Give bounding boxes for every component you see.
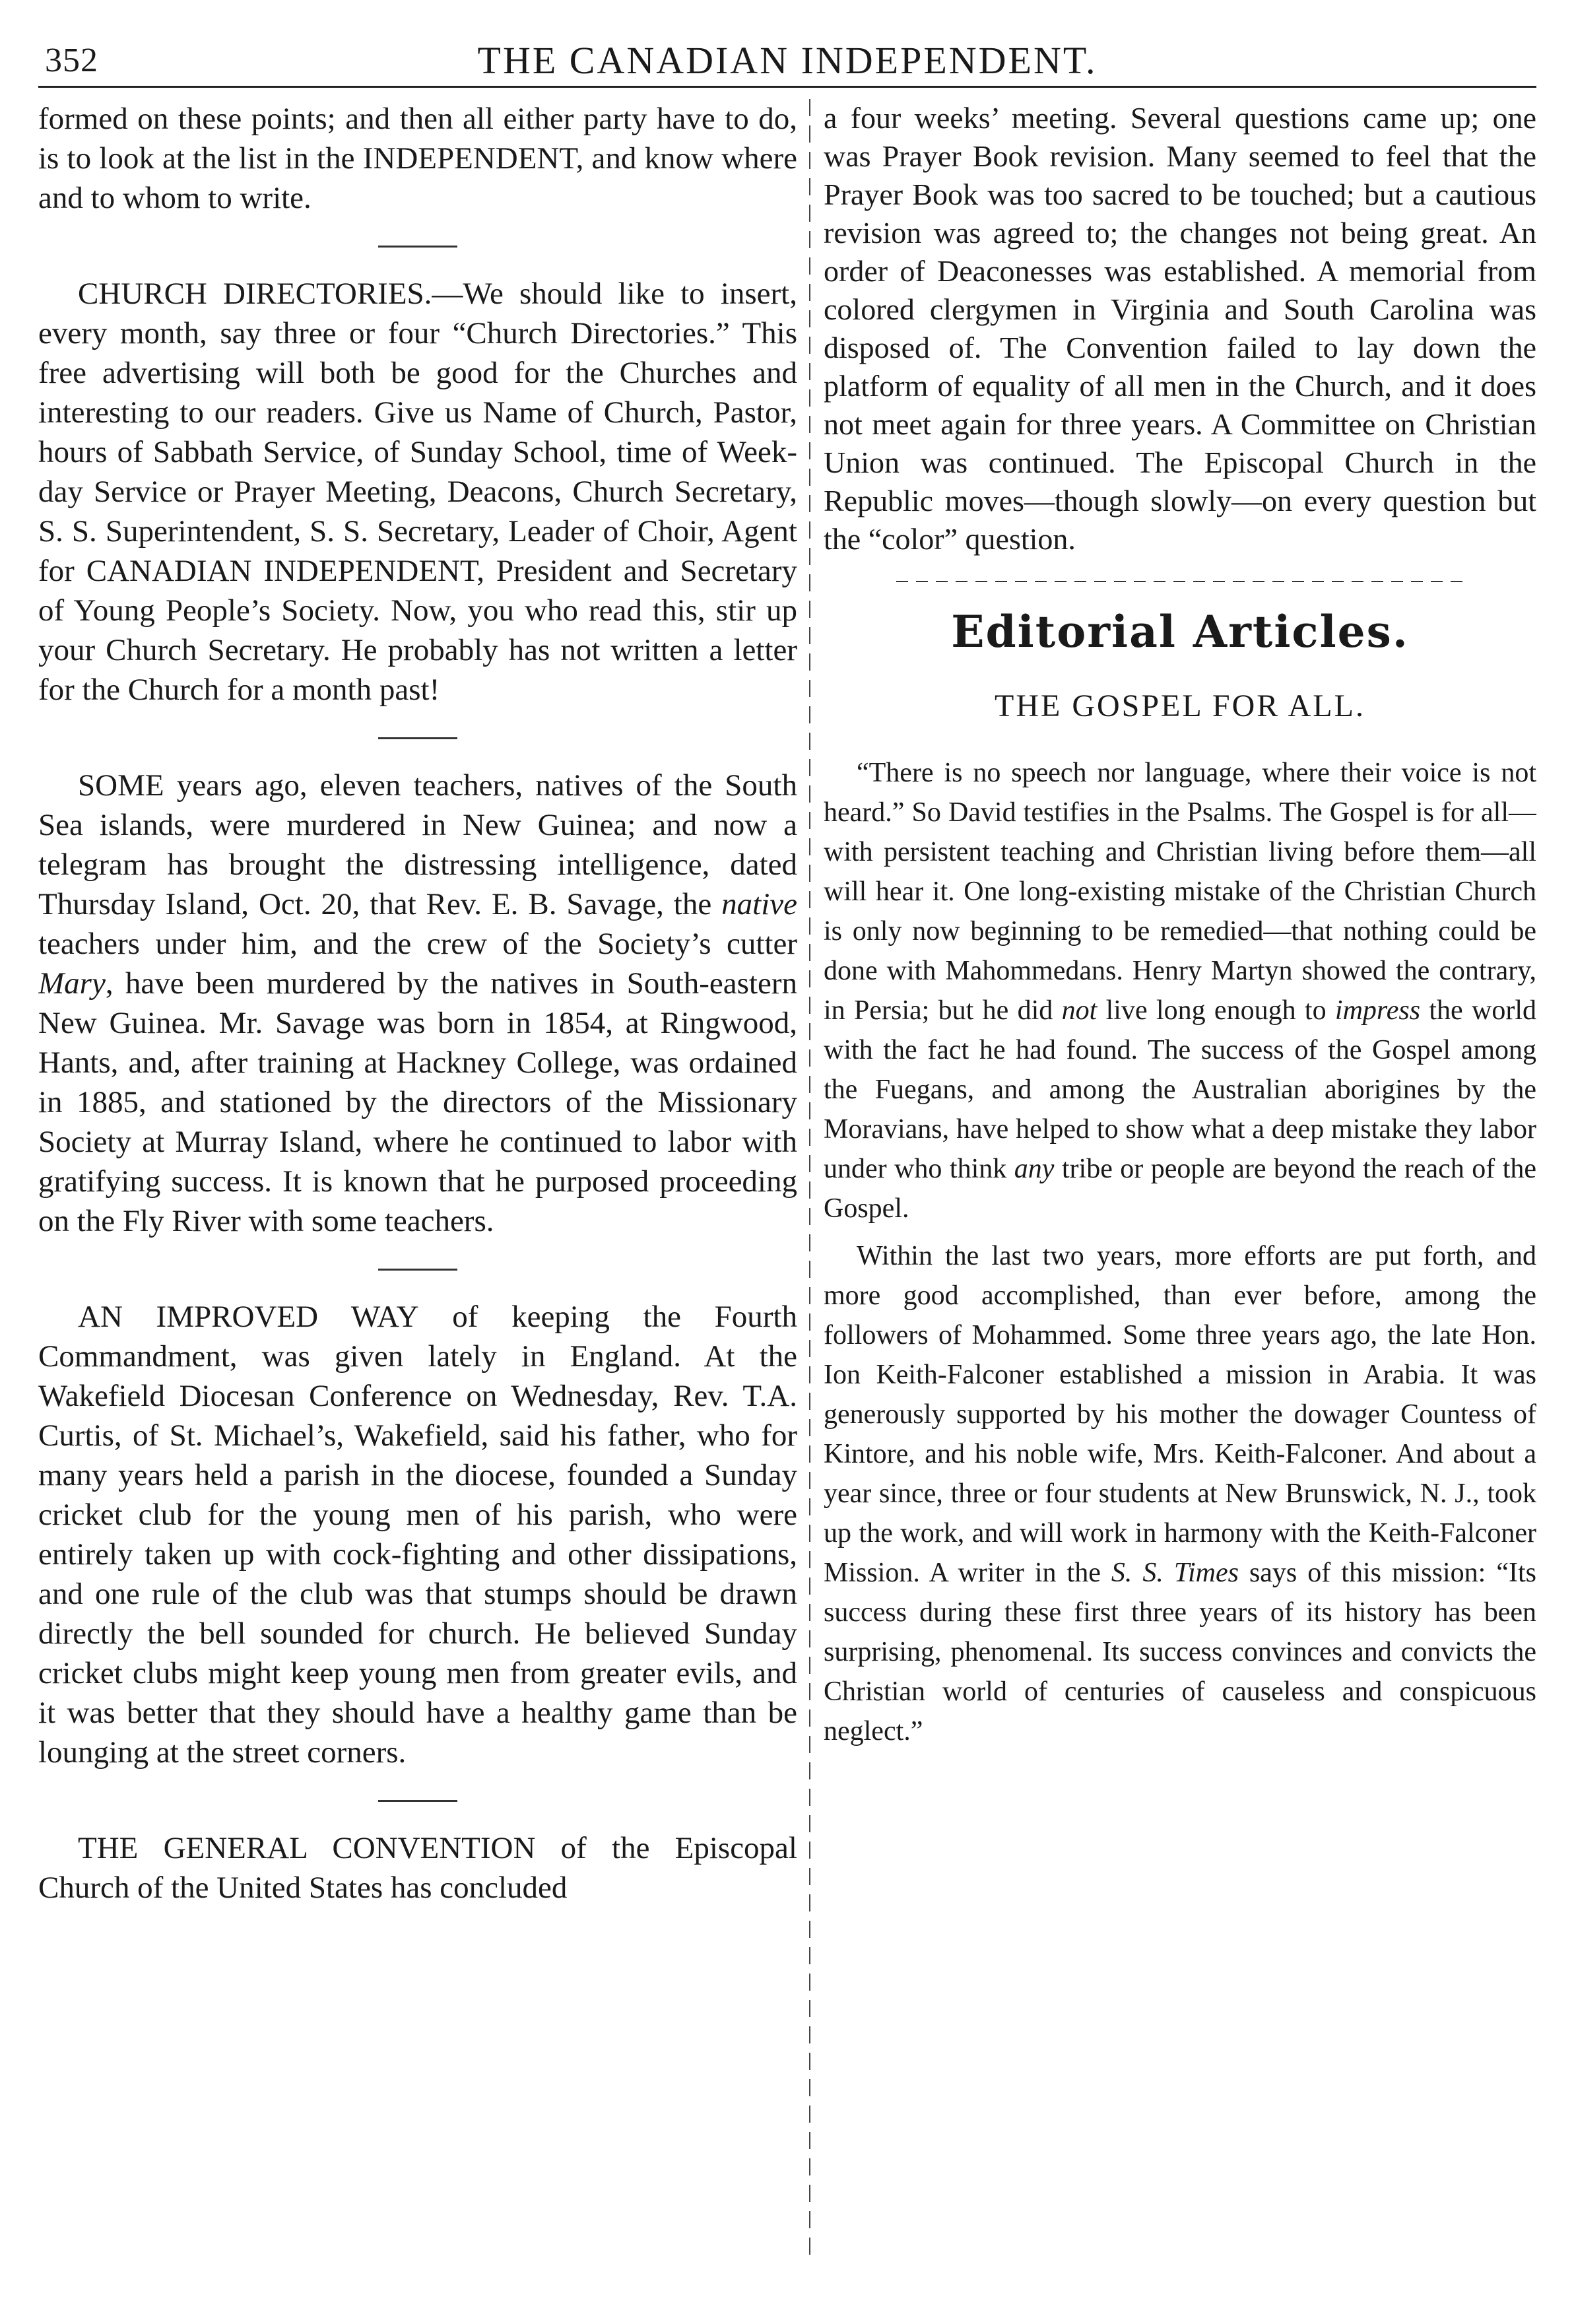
- general-convention-paragraph: [38, 1828, 797, 1908]
- editorial-p1-text-b: live long enough to: [1097, 995, 1335, 1026]
- editorial-p1-text-c: the world with the fact he had found. The success of the Gospel among the Fuegans, and among the Australian aborigines by the Moravians, have helped to show what a deep mistake they labor under who think: [824, 995, 1536, 1184]
- new-guinea-text-a: years ago, eleven teachers, natives of the South Sea islands, were murdered in New Guinea; and now a telegram has brought the distressing intelligence, dated Thursday Island, Oct. 20, that Rev. E. B. Savage, the: [38, 768, 797, 921]
- section-divider: [896, 581, 1464, 582]
- fourth-commandment-paragraph: [38, 1297, 797, 1772]
- section-divider: [378, 1800, 457, 1802]
- general-convention-text: of the Episcopal Church of the United States has concluded: [38, 1831, 797, 1905]
- column-rule: [809, 99, 810, 2257]
- editorial-p2-text-b: says of this mission: “Its success during these first three years of its history has been surprising, phenomenal. Its success convinces and convicts the Christian world of centuries of causeless and conspicuous neglect.”: [824, 1558, 1536, 1746]
- general-convention-lead: THE GENERAL CONVENTION: [78, 1831, 536, 1865]
- editorial-section-heading: Editorial Articles.: [951, 606, 1409, 657]
- columns: [38, 99, 1536, 2290]
- section-divider: [378, 737, 457, 739]
- running-head: [38, 26, 1536, 88]
- church-directories-lead: CHURCH DIRECTORIES.: [78, 277, 432, 311]
- editorial-article: [824, 753, 1536, 1751]
- editorial-p2-periodical-title: S. S. Times: [1111, 1558, 1239, 1588]
- new-guinea-text-c: , have been murdered by the natives in South-eastern New Guinea. Mr. Savage was born in 1854, at Ringwood, Hants, and, after training at Hackney College, was ordained in 1885, and stationed by the directors of the Missionary Society at Murray Island, where he continued to labor with gratifying success. It is known that he purposed proceeding on the Fly River with some teachers.: [38, 966, 797, 1238]
- article-title: THE GOSPEL FOR ALL.: [995, 688, 1365, 723]
- fourth-commandment-text: of keeping the Fourth Commandment, was given lately in England. At the Wakefield Diocesan Conference on Wednesday, Rev. T.A. Curtis, of St. Michael’s, Wakefield, said his father, who for many years held a parish in the diocese, founded a Sunday cricket club for the young men of his parish, who were entirely taken up with cock-fighting and other dissipations, and one rule of the club was that stumps should be drawn directly the bell sounded for church. He believed Sunday cricket clubs might keep young men from greater evils, and it was better that they should have a healthy game than be lounging at the street corners.: [38, 1300, 797, 1770]
- editorial-p1-emphasis-not: not: [1061, 995, 1098, 1026]
- new-guinea-cutter-name: Mary: [38, 966, 106, 1001]
- church-directories-paragraph: [38, 274, 797, 710]
- continued-paragraph-text: formed on these points; and then all either party have to do, is to look at the list in the INDEPENDENT, and know where and to whom to write.: [38, 102, 797, 215]
- new-guinea-native: native: [721, 887, 797, 921]
- convention-continuation-paragraph: [824, 99, 1536, 558]
- convention-continuation: [824, 99, 1536, 558]
- right-column: [824, 99, 1536, 2290]
- new-guinea-text-b: teachers under him, and the crew of the Society’s cutter: [38, 927, 797, 961]
- church-directories-text: —We should like to insert, every month, say three or four “Church Directories.” This free advertising will both be good for the Churches and interesting to our readers. Give us Name of Church, Pastor, hours of Sabbath Service, of Sunday School, time of Week-day Service or Prayer Meeting, Deacons, Church Secretary, S. S. Superintendent, S. S. Secretary, Leader of Choir, Agent for CANADIAN INDEPENDENT, President and Secretary of Young People’s Society. Now, you who read this, stir up your Church Secretary. He probably has not written a letter for the Church for a month past!: [38, 277, 797, 707]
- editorial-p1-text-d: tribe or people are beyond the reach of the Gospel.: [824, 1154, 1536, 1224]
- editorial-p1-emphasis-impress: impress: [1334, 995, 1421, 1026]
- new-guinea-lead: SOME: [78, 768, 164, 803]
- editorial-p2-text-a: Within the last two years, more efforts are put forth, and more good accomplished, than ever before, among the followers of Mohammed. Some three years ago, the late Hon. Ion Keith-Falconer established a mission in Arabia. It was generously supported by his mother the dowager Countess of Kintore, and his noble wife, Mrs. Keith-Falconer. And about a year since, three or four students at New Brunswick, N. J., took up the work, and will work in harmony with the Keith-Falconer Mission. A writer in the: [824, 1241, 1536, 1588]
- new-guinea-paragraph: [38, 766, 797, 1241]
- editorial-paragraph-2: [824, 1236, 1536, 1751]
- convention-continuation-text: a four weeks’ meeting. Several questions came up; one was Prayer Book revision. Many seemed to feel that the Prayer Book was too sacred to be touched; but a cautious revision was agreed to; the changes not being great. An order of Deaconesses was established. A memorial from colored clergymen in Virginia and South Carolina was disposed of. The Convention failed to lay down the platform of equality of all men in the Church, and it does not meet again for three years. A Committee on Christian Union was continued. The Episcopal Church in the Republic moves—though slowly—on every question but the “color” question.: [824, 101, 1536, 556]
- editorial-p1-text-a: “There is no speech nor language, where their voice is not heard.” So David testifies in the Psalms. The Gospel is for all—with persistent teaching and Christian living before them—all will hear it. One long-existing mistake of the Christian Church is only now beginning to be remedied—that nothing could be done with Mahommedans. Henry Martyn showed the contrary, in Persia; but he did: [824, 758, 1536, 1026]
- editorial-p1-emphasis-any: any: [1014, 1154, 1055, 1184]
- section-divider: [378, 246, 457, 248]
- newspaper-page: [38, 26, 1536, 2297]
- fourth-commandment-lead: AN IMPROVED WAY: [78, 1300, 419, 1334]
- page-number: 352: [45, 42, 98, 79]
- editorial-paragraph-1: [824, 753, 1536, 1228]
- continued-paragraph: [38, 99, 797, 218]
- left-column: [38, 99, 797, 2290]
- section-divider: [378, 1269, 457, 1271]
- journal-title: THE CANADIAN INDEPENDENT.: [477, 39, 1098, 82]
